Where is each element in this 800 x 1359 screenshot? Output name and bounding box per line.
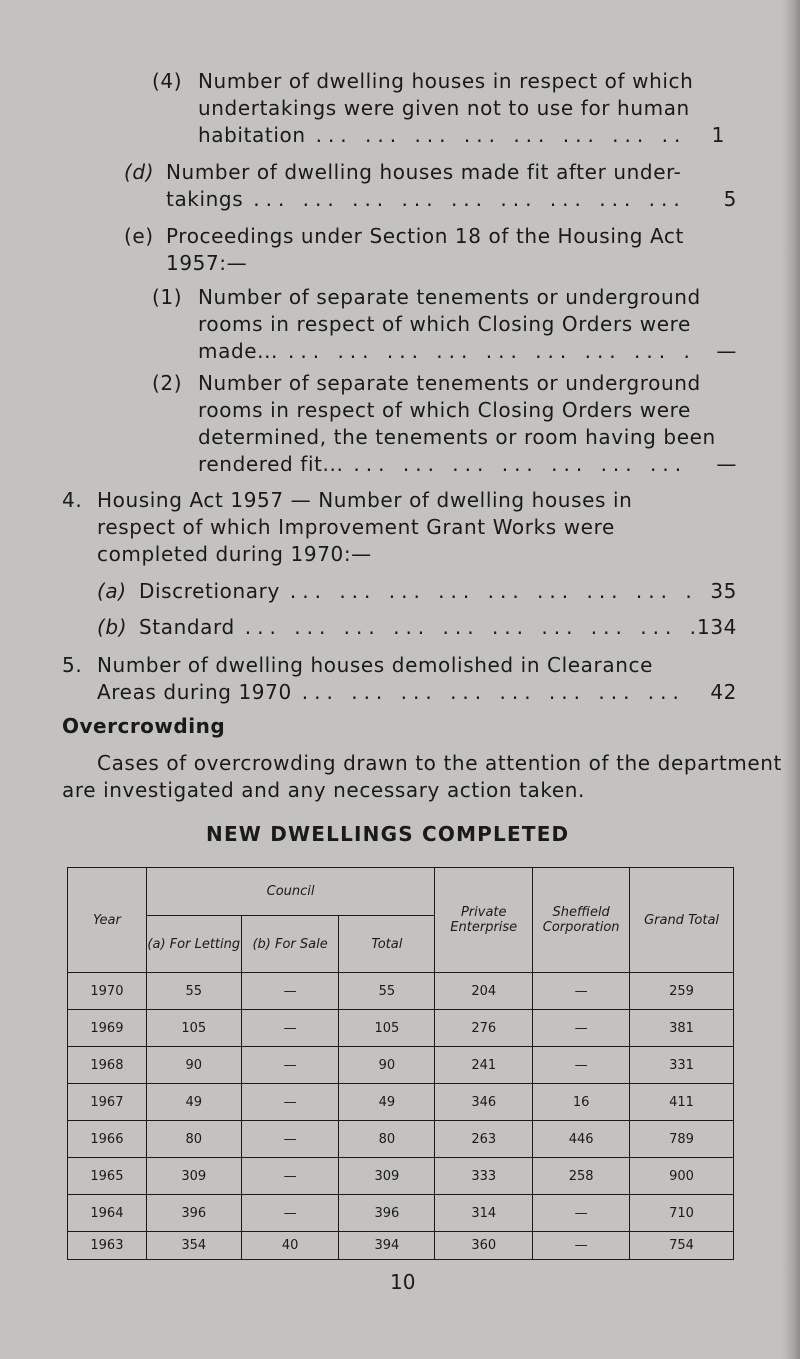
page-number: 10: [390, 1270, 416, 1294]
leader-dots: [302, 681, 697, 703]
leader-dots: [288, 340, 697, 362]
cell-year: 1969: [68, 1010, 147, 1047]
cell-private: 346: [435, 1084, 533, 1121]
item-e2-last-line: rendered fit...: [198, 452, 344, 476]
cell-sale: —: [241, 1158, 339, 1195]
cell-private: 314: [435, 1195, 533, 1232]
header-for-sale: (b) For Sale: [241, 916, 339, 973]
cell-total: 105: [339, 1010, 435, 1047]
section-4b-entry: [139, 616, 737, 638]
item-d-entry: [166, 188, 737, 210]
cell-private: 263: [435, 1121, 533, 1158]
header-private-enterprise: Private Enterprise: [435, 868, 533, 973]
table-row: [68, 1084, 734, 1121]
cell-grand: 381: [630, 1010, 734, 1047]
leader-dots: [245, 616, 697, 638]
header-grand-total: Grand Total: [630, 868, 734, 973]
item-e2-value: —: [716, 452, 737, 476]
cell-letting: 90: [146, 1047, 241, 1084]
cell-total: 55: [339, 973, 435, 1010]
section-4a-number: (a): [97, 579, 127, 603]
section-5-number: 5.: [62, 653, 83, 677]
cell-year: 1968: [68, 1047, 147, 1084]
item-4-entry: [198, 124, 725, 146]
leader-dots: [290, 580, 697, 602]
cell-year: 1970: [68, 973, 147, 1010]
header-council-total: Total: [339, 916, 435, 973]
cell-sale: —: [241, 1195, 339, 1232]
item-e2-line-2: rooms in respect of which Closing Orders were: [198, 398, 691, 422]
cell-private: 360: [435, 1232, 533, 1260]
item-e2-line-3: determined, the tenements or room having been: [198, 425, 716, 449]
item-d-line-1: Number of dwelling houses made fit after under-: [166, 160, 682, 184]
header-year: Year: [68, 868, 147, 973]
leader-dots: [253, 188, 697, 210]
cell-letting: 49: [146, 1084, 241, 1121]
cell-total: 49: [339, 1084, 435, 1121]
cell-letting: 80: [146, 1121, 241, 1158]
cell-letting: 396: [146, 1195, 241, 1232]
cell-sheffield: —: [533, 1047, 630, 1084]
header-council: Council: [146, 868, 434, 916]
section-4-line-1: Housing Act 1957 — Number of dwelling houses in: [97, 488, 633, 512]
item-e1-value: —: [716, 339, 737, 363]
table-row: [68, 1010, 734, 1047]
new-dwellings-table: [67, 867, 734, 1260]
cell-letting: 55: [146, 973, 241, 1010]
cell-sale: 40: [241, 1232, 339, 1260]
item-e1-line-1: Number of separate tenements or underground: [198, 285, 701, 309]
cell-grand: 900: [630, 1158, 734, 1195]
cell-letting: 105: [146, 1010, 241, 1047]
item-e2-entry: [198, 453, 737, 475]
cell-year: 1963: [68, 1232, 147, 1260]
page-edge-shadow: [782, 0, 800, 1359]
table-title: NEW DWELLINGS COMPLETED: [206, 822, 570, 846]
cell-private: 333: [435, 1158, 533, 1195]
table-row: [68, 1232, 734, 1260]
item-e2-number: (2): [152, 371, 183, 395]
section-4a-label: Discretionary: [139, 579, 280, 603]
table-row: [68, 1121, 734, 1158]
cell-sale: —: [241, 1047, 339, 1084]
item-e-line-2: 1957:—: [166, 251, 248, 275]
overcrowding-heading: Overcrowding: [62, 714, 226, 738]
item-d-last-line: takings: [166, 187, 244, 211]
item-e1-number: (1): [152, 285, 183, 309]
section-4-line-3: completed during 1970:—: [97, 542, 372, 566]
item-e1-line-2: rooms in respect of which Closing Orders were: [198, 312, 691, 336]
item-4-line-2: undertakings were given not to use for human: [198, 96, 690, 120]
section-4-number: 4.: [62, 488, 83, 512]
cell-sale: —: [241, 1121, 339, 1158]
cell-private: 241: [435, 1047, 533, 1084]
header-sheffield-corporation: Sheffield Corporation: [533, 868, 630, 973]
leader-dots: [353, 453, 697, 475]
cell-grand: 754: [630, 1232, 734, 1260]
cell-total: 396: [339, 1195, 435, 1232]
item-e-line-1: Proceedings under Section 18 of the Housing Act: [166, 224, 684, 248]
section-5-last-line: Areas during 1970: [97, 680, 292, 704]
cell-sheffield: —: [533, 1010, 630, 1047]
cell-total: 394: [339, 1232, 435, 1260]
cell-sheffield: —: [533, 1195, 630, 1232]
section-4a-value: 35: [710, 579, 737, 603]
cell-grand: 411: [630, 1084, 734, 1121]
cell-sheffield: —: [533, 1232, 630, 1260]
item-4-value: 1: [711, 123, 725, 147]
item-e1-last-line: made...: [198, 339, 279, 363]
cell-letting: 309: [146, 1158, 241, 1195]
section-4b-label: Standard: [139, 615, 235, 639]
cell-private: 276: [435, 1010, 533, 1047]
table-row: [68, 973, 734, 1010]
header-for-letting: (a) For Letting: [146, 916, 241, 973]
item-4-line-1: Number of dwelling houses in respect of which: [198, 69, 694, 93]
leader-dots: [316, 124, 685, 146]
cell-grand: 331: [630, 1047, 734, 1084]
cell-letting: 354: [146, 1232, 241, 1260]
item-e2-line-1: Number of separate tenements or underground: [198, 371, 701, 395]
cell-grand: 789: [630, 1121, 734, 1158]
cell-grand: 259: [630, 973, 734, 1010]
cell-total: 309: [339, 1158, 435, 1195]
item-4-last-line: habitation: [198, 123, 306, 147]
table-row: [68, 1195, 734, 1232]
cell-sale: —: [241, 973, 339, 1010]
table-row: [68, 1047, 734, 1084]
section-4a-entry: [139, 580, 737, 602]
section-5-line-1: Number of dwelling houses demolished in Clearance: [97, 653, 653, 677]
section-5-entry: [97, 681, 737, 703]
table-row: [68, 1158, 734, 1195]
overcrowding-line-1: Cases of overcrowding drawn to the attention of the department: [97, 751, 782, 775]
item-d-number: (d): [124, 160, 155, 184]
cell-sheffield: 446: [533, 1121, 630, 1158]
cell-grand: 710: [630, 1195, 734, 1232]
item-4-number: (4): [152, 69, 183, 93]
cell-sheffield: 258: [533, 1158, 630, 1195]
cell-sale: —: [241, 1010, 339, 1047]
cell-total: 90: [339, 1047, 435, 1084]
cell-sheffield: —: [533, 973, 630, 1010]
cell-private: 204: [435, 973, 533, 1010]
item-d-value: 5: [723, 187, 737, 211]
cell-sheffield: 16: [533, 1084, 630, 1121]
cell-year: 1965: [68, 1158, 147, 1195]
cell-year: 1966: [68, 1121, 147, 1158]
section-4-line-2: respect of which Improvement Grant Works were: [97, 515, 615, 539]
section-4b-number: (b): [97, 615, 128, 639]
item-e-number: (e): [124, 224, 154, 248]
cell-year: 1964: [68, 1195, 147, 1232]
cell-sale: —: [241, 1084, 339, 1121]
item-e1-entry: [198, 340, 737, 362]
section-4b-value: 134: [697, 615, 737, 639]
overcrowding-line-2: are investigated and any necessary action taken.: [62, 778, 585, 802]
cell-year: 1967: [68, 1084, 147, 1121]
cell-total: 80: [339, 1121, 435, 1158]
section-5-value: 42: [710, 680, 737, 704]
